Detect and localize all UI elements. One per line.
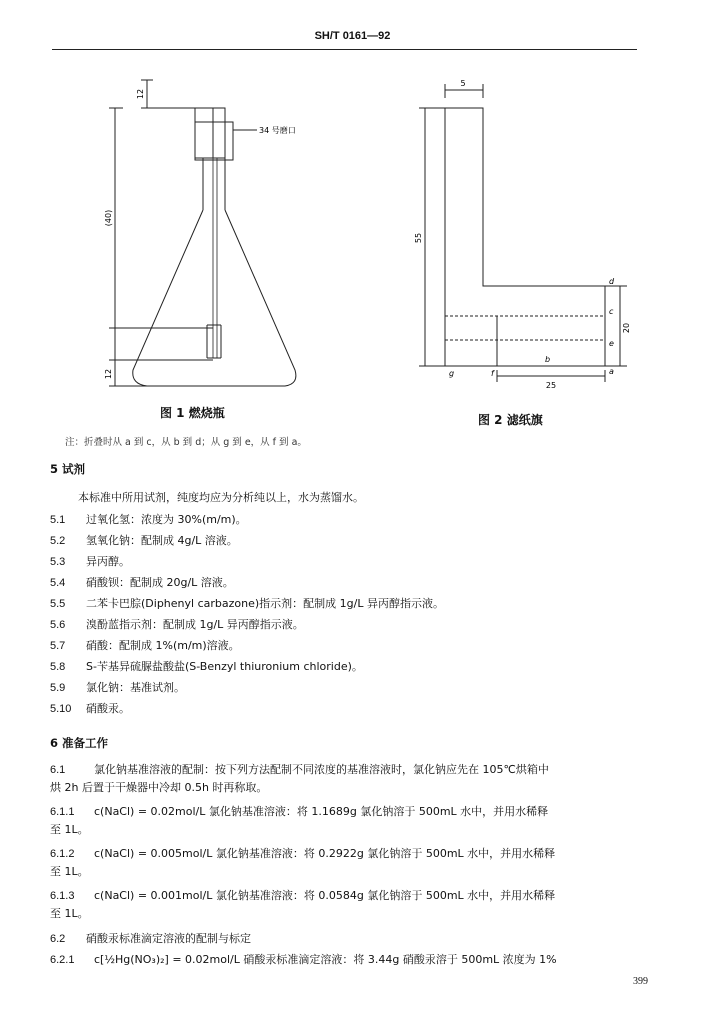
header-rule <box>52 49 637 50</box>
item-number: 5.10 <box>50 703 72 715</box>
item-text: 硝酸：配制成 1%(m/m)溶液。 <box>86 639 240 652</box>
item-text: 过氧化氢：浓度为 30%(m/m)。 <box>86 513 247 526</box>
point-label-c: c <box>609 307 614 316</box>
clause-text: c[½Hg(NO₃)₂] = 0.02mol/L 硝酸汞标准滴定溶液：将 3.44g 硝酸汞溶于 500mL 浓度为 1% <box>94 953 557 966</box>
clause-number: 6.1.3 <box>50 890 75 902</box>
dim-label-body: (40) <box>104 209 113 227</box>
callout-label: 34 号磨口 <box>259 126 296 135</box>
figure-note: 注：折叠时从 a 到 c，从 b 到 d；从 g 到 e，从 f 到 a。 <box>65 437 307 448</box>
paragraph-6-2-1 <box>50 953 557 967</box>
clause-text: 硝酸汞标准滴定溶液的配制与标定 <box>86 932 251 945</box>
list-item <box>50 597 444 618</box>
paragraph-6-1-1 <box>50 805 657 836</box>
ground-joint-outline <box>195 122 233 160</box>
figure-2-caption: 图 2 滤纸旗 <box>478 413 543 427</box>
item-text: 异丙醇。 <box>86 555 130 568</box>
item-text: 氢氧化钠：配制成 4g/L 溶液。 <box>86 534 238 547</box>
list-item <box>50 681 444 702</box>
item-text: 溴酚蓝指示剂：配制成 1g/L 异丙醇指示液。 <box>86 618 304 631</box>
section-5-title: 5 试剂 <box>50 462 86 476</box>
clause-text-line1: 氯化钠基准溶液的配制：按下列方法配制不同浓度的基准溶液时，氯化钠应先在 105℃烘箱中 <box>94 763 549 776</box>
point-label-f: f <box>491 369 494 378</box>
item-number: 5.5 <box>50 598 66 610</box>
dim-label-right: 20 <box>622 322 631 334</box>
clause-number: 6.1.2 <box>50 848 75 860</box>
point-label-a: a <box>609 367 614 376</box>
flag-outline <box>445 108 605 366</box>
item-number: 5.7 <box>50 640 66 652</box>
list-item <box>50 702 444 723</box>
dim-label-top: 12 <box>136 88 145 100</box>
item-text: S-苄基异硫脲盐酸盐(S-Benzyl thiuronium chloride)。 <box>86 660 363 673</box>
item-number: 5.6 <box>50 619 66 631</box>
list-item <box>50 576 444 597</box>
figure-1-flask <box>95 70 335 400</box>
item-number: 5.3 <box>50 556 66 568</box>
list-item <box>50 660 444 681</box>
clause-text-line1: c(NaCl) = 0.02mol/L 氯化钠基准溶液：将 1.1689g 氯化钠溶于 500mL 水中，并用水稀释 <box>94 805 549 818</box>
paragraph-6-2 <box>50 932 251 946</box>
clause-text-line2: 至 1L。 <box>50 907 89 920</box>
item-text: 硝酸汞。 <box>86 702 130 715</box>
clause-number: 6.2 <box>50 933 66 945</box>
point-label-d: d <box>609 277 615 286</box>
reagent-list <box>50 513 444 723</box>
clause-text-line2: 至 1L。 <box>50 865 89 878</box>
point-label-g: g <box>449 369 455 378</box>
point-label-e: e <box>609 339 614 348</box>
list-item <box>50 618 444 639</box>
figure-2-filter-flag <box>405 70 635 400</box>
item-number: 5.8 <box>50 661 66 673</box>
clause-number: 6.1 <box>50 764 66 776</box>
clause-text-line1: c(NaCl) = 0.005mol/L 氯化钠基准溶液：将 0.2922g 氯化钠溶于 500mL 水中，并用水稀释 <box>94 847 556 860</box>
paragraph-6-1-2 <box>50 847 657 878</box>
paragraph-6-1-3 <box>50 889 657 920</box>
item-text: 硝酸钡：配制成 20g/L 溶液。 <box>86 576 234 589</box>
paragraph-6-1 <box>50 763 657 794</box>
item-text: 氯化钠：基准试剂。 <box>86 681 185 694</box>
list-item <box>50 513 444 534</box>
section-6-title: 6 准备工作 <box>50 736 109 750</box>
dim-label-width-top: 5 <box>460 79 466 88</box>
list-item <box>50 534 444 555</box>
clause-text-line2: 至 1L。 <box>50 823 89 836</box>
dim-label-bottom: 12 <box>104 368 113 380</box>
clause-number: 6.1.1 <box>50 806 75 818</box>
dim-label-height: 55 <box>414 232 423 244</box>
page-header: SH/T 0161—92 <box>314 30 391 42</box>
stopper-outline <box>195 108 225 158</box>
list-item <box>50 639 444 660</box>
item-number: 5.9 <box>50 682 66 694</box>
clause-text-line1: c(NaCl) = 0.001mol/L 氯化钠基准溶液：将 0.0584g 氯化钠溶于 500mL 水中，并用水稀释 <box>94 889 556 902</box>
item-text: 二苯卡巴腙(Diphenyl carbazone)指示剂：配制成 1g/L 异丙醇指示液。 <box>86 597 444 610</box>
item-number: 5.1 <box>50 514 66 526</box>
item-number: 5.2 <box>50 535 66 547</box>
clause-number: 6.2.1 <box>50 954 75 966</box>
list-item <box>50 555 444 576</box>
section-5-intro: 本标准中所用试剂，纯度均应为分析纯以上，水为蒸馏水。 <box>78 491 364 504</box>
page-number: 399 <box>633 976 648 987</box>
point-label-b: b <box>545 355 551 364</box>
dim-label-bottom: 25 <box>545 381 557 390</box>
clause-text-line2: 烘 2h 后置于干燥器中冷却 0.5h 时再称取。 <box>50 781 268 794</box>
item-number: 5.4 <box>50 577 66 589</box>
figure-1-caption: 图 1 燃烧瓶 <box>160 406 225 420</box>
